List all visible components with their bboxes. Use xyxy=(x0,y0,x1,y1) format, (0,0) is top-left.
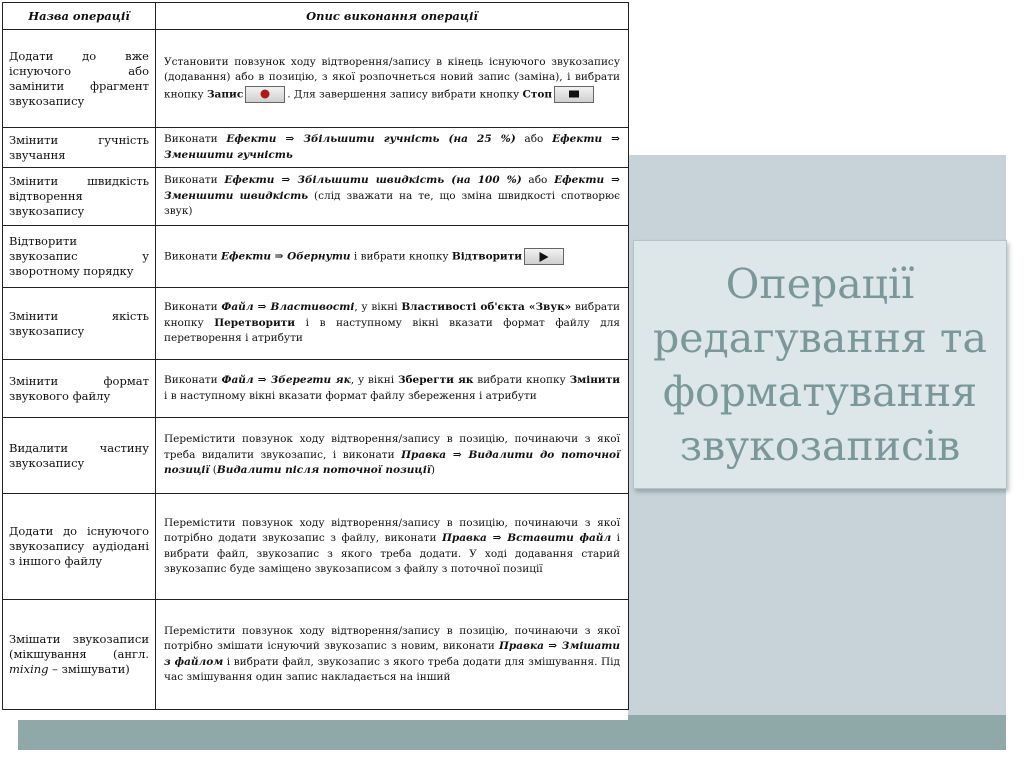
operation-name-cell: Додати до існуючого звукозапису аудіодані з іншого файлу xyxy=(3,494,156,600)
text-segment: , у вікні xyxy=(354,301,402,314)
operations-table xyxy=(2,2,629,710)
text-segment: mixing xyxy=(9,662,49,676)
text-segment: вибрати кнопку xyxy=(473,374,570,386)
table-row xyxy=(3,288,629,360)
slide-title-box xyxy=(633,240,1007,489)
text-segment: Ефекти ⇒ Обернути xyxy=(221,250,351,263)
text-segment: Правка ⇒ Змішати з файлом xyxy=(164,640,620,668)
text-segment: ( xyxy=(209,464,217,477)
slide-footer-band xyxy=(18,715,1006,750)
operation-description-cell xyxy=(156,418,629,494)
operation-name-cell: Змінити формат звукового файлу xyxy=(3,360,156,418)
table-header-row xyxy=(3,3,629,30)
operation-description-cell xyxy=(156,288,629,360)
table-row xyxy=(3,418,629,494)
text-segment: і в наступному вікні вказати формат файлу збереження і атрибути xyxy=(164,389,537,402)
text-segment: і вибрати кнопку xyxy=(350,250,452,263)
text-segment: Перемістити повзунок ходу відтворення/запису в позицію, починаючи з якої треба видалити звукозапис, і виконати xyxy=(164,433,620,461)
text-segment: Змінити xyxy=(569,374,621,386)
text-segment: ) xyxy=(430,464,435,477)
table-body xyxy=(3,30,629,710)
operation-name-cell: Видалити частину звукозапису xyxy=(3,418,156,494)
operation-name-cell: Додати до вже існуючого або замінити фрагмент звукозапису xyxy=(3,30,156,128)
text-segment: Виконати xyxy=(164,301,222,314)
table-row xyxy=(3,128,629,168)
operation-description-cell xyxy=(156,494,629,600)
operation-name-cell: Змінити гучність звучання xyxy=(3,128,156,168)
operation-description-cell xyxy=(156,360,629,418)
text-segment: або xyxy=(515,133,553,145)
table-row xyxy=(3,494,629,600)
header-operation-name: Назва операції xyxy=(3,3,156,30)
text-segment: і вибрати файл, звукозапис з якого треба додати. У ході додавання старий звукозапис буде заміщено звукозаписом з файлу з поточної позиції xyxy=(164,532,620,575)
operation-description-cell xyxy=(156,600,629,710)
text-segment: Виконати xyxy=(164,250,222,263)
play-button-icon xyxy=(524,248,564,265)
text-segment: вибрати кнопку xyxy=(164,301,620,329)
operation-description-cell xyxy=(156,128,629,168)
text-segment: Зберегти як xyxy=(397,374,474,386)
operation-name-cell xyxy=(3,600,156,710)
text-segment: Властивості об'єкта «Звук» xyxy=(401,301,572,314)
table-row xyxy=(3,226,629,288)
text-segment: Правка ⇒ Вставити файл xyxy=(441,532,612,544)
header-operation-description: Опис виконання операції xyxy=(156,3,629,30)
text-segment: (слід зважати на те, що зміна швидкості спотворює звук) xyxy=(164,189,621,218)
table-row xyxy=(3,600,629,710)
operation-name-cell: Відтворити звукозапис у зворотному порядку xyxy=(3,226,156,288)
text-segment: . Для завершення запису вибрати кнопку xyxy=(287,88,523,100)
text-segment: Правка ⇒ Видалити до поточної позиції xyxy=(164,448,620,477)
operation-description-cell xyxy=(156,226,629,288)
text-segment: Перемістити повзунок ходу відтворення/запису в позицію, починаючи з якої потрібно додати звукозапис з файлу, виконати xyxy=(164,516,620,544)
text-segment: Стоп xyxy=(522,88,553,100)
slide-title: Операції редагування та форматування звукозаписів xyxy=(652,259,987,470)
text-segment: Виконати xyxy=(164,133,227,145)
text-segment: Перемістити повзунок ходу відтворення/запису в позицію, починаючи з якої потрібно змішати існуючий звукозапис з новим, виконати xyxy=(164,624,620,652)
table-row xyxy=(3,30,629,128)
text-segment: Перетворити xyxy=(214,316,296,329)
text-segment: , у вікні xyxy=(350,374,398,386)
text-segment: Файл ⇒ Зберегти як xyxy=(221,374,351,386)
text-segment: Запис xyxy=(206,88,244,100)
text-segment: Ефекти ⇒ Зменшити гучність xyxy=(164,133,620,161)
text-segment: Виконати xyxy=(164,374,222,386)
stop-glyph-icon xyxy=(569,91,579,98)
operation-description-cell xyxy=(156,168,629,226)
text-segment: Відтворити xyxy=(451,250,523,263)
text-segment: Установити повзунок ходу відтворення/запису в кінець існуючого звукозапису (додавання) або в позицію, з якої розпочнеться новий запис (заміна), і вибрати кнопку xyxy=(164,55,620,100)
text-segment: Ефекти ⇒ Збільшити гучність (на 25 %) xyxy=(226,133,516,145)
text-segment: або xyxy=(521,174,555,187)
text-segment: Файл ⇒ Властивості xyxy=(221,301,355,314)
operation-name-cell: Змінити якість звукозапису xyxy=(3,288,156,360)
text-segment: і в наступному вікні вказати формат файлу для перетворення і атрибути xyxy=(164,316,620,345)
text-segment: – змішувати) xyxy=(48,662,130,676)
text-segment: Ефекти ⇒ Зменшити швидкість xyxy=(164,174,620,202)
operations-table-container xyxy=(2,2,628,720)
text-segment: Виконати xyxy=(164,174,225,187)
table-row xyxy=(3,168,629,226)
text-segment: Змішати звукозаписи (мікшування (англ. xyxy=(9,632,149,661)
operation-name-cell: Змінити швидкість відтворення звукозапису xyxy=(3,168,156,226)
operation-description-cell xyxy=(156,30,629,128)
play-glyph-icon xyxy=(540,252,549,262)
record-glyph-icon xyxy=(261,90,270,99)
text-segment: Видалити після поточної позиції xyxy=(216,464,431,477)
table-row xyxy=(3,360,629,418)
text-segment: і вибрати файл, звукозапис з якого треба додати для змішування. Під час змішування один запис накладається на інший xyxy=(164,655,621,683)
text-segment: Ефекти ⇒ Збільшити швидкість (на 100 %) xyxy=(224,174,522,187)
record-button-icon xyxy=(245,86,285,103)
stop-button-icon xyxy=(554,86,594,103)
